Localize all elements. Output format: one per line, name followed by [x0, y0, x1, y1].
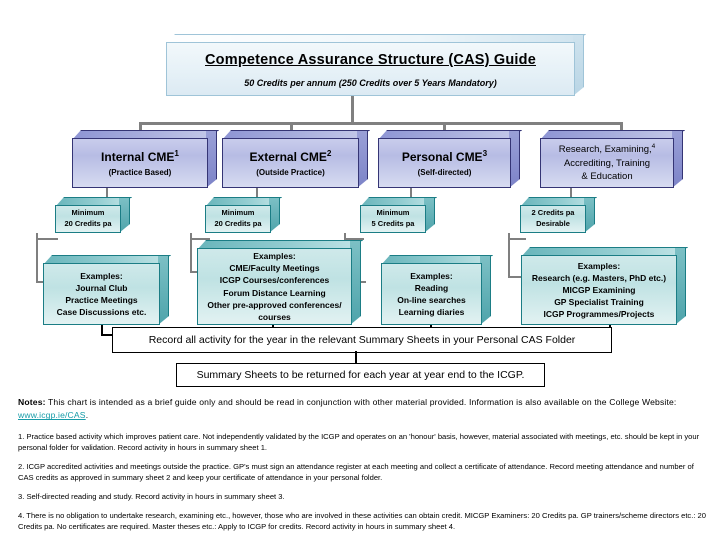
category-box-front-face [222, 138, 359, 188]
category-box-front-face [72, 138, 208, 188]
examples-box-col1 [43, 255, 169, 325]
minimum-box-front-face [360, 205, 426, 233]
category-title-research: Research, Examining,$^4$ Accrediting, Training & Education [558, 142, 656, 183]
minimum-box-col4 [520, 197, 595, 233]
category-title-personal-cme: Personal CME$^3$ [401, 149, 488, 164]
note-item-4: 4. There is no obligation to undertake research, examining etc., however, those who are involved in these activities can obtain credit. MICGP Examiners: 20 Credits pa. GP trainers/scheme directors etc.: 20 Credits pa. No certificates are required. Master theses etc.: Apply to ICGP for credits. Record activity in hours in summary sheet 4. [18, 510, 707, 531]
examples-text-col3: Examples: Reading On-line searches Learning diaries [397, 270, 466, 318]
footnote-marker-4: 4 [651, 142, 656, 150]
connector-ex-top-h-col1 [36, 238, 58, 240]
category-box-internal-cme [72, 130, 217, 188]
minimum-box-col2 [205, 197, 280, 233]
category-box-personal-cme [378, 130, 520, 188]
minimum-text-col3: Minimum 5 Credits pa [371, 208, 415, 228]
page-title: Competence Assurance Structure (CAS) Guide [205, 52, 536, 68]
minimum-box-col1 [55, 197, 130, 233]
minimum-box-col3 [360, 197, 435, 233]
footnote-marker-1: 1 [174, 149, 179, 158]
examples-box-col4 [521, 247, 686, 325]
category-subtitle-personal-cme: (Self-directed) [417, 167, 472, 177]
connector-ex-v-col1 [36, 233, 38, 283]
note-item-3: 3. Self-directed reading and study. Record activity in hours in summary sheet 3. [18, 491, 285, 501]
examples-text-col4: Examples: Research (e.g. Masters, PhD etc.) MICGP Examining GP Specialist Training ICGP Programmes/Projects [531, 260, 667, 320]
category-box-external-cme [222, 130, 368, 188]
minimum-text-col1: Minimum 20 Credits pa [64, 208, 112, 228]
return-summary-text: Summary Sheets to be returned for each year at year end to the ICGP. [196, 369, 525, 381]
notes-heading-text-1: This chart is intended as a brief guide only and should be read in conjunction with other material provided. Information is also available on the College Website: [45, 397, 677, 407]
title-banner-front-face [166, 42, 575, 96]
examples-box-front-face [197, 248, 352, 325]
notes-heading [18, 396, 708, 423]
notes-heading-text-2: . [85, 410, 89, 421]
minimum-box-front-face [55, 205, 121, 233]
connector-level1-bus [139, 122, 623, 125]
minimum-box-front-face [520, 205, 586, 233]
title-banner [166, 34, 584, 96]
note-item-1: 1. Practice based activity which improves patient care. Not independently validated by the ICGP and operates on an 'honour' basis, however, material associated with meetings, etc. should be kept in your personal folder for validation. Record activity in hours in summary sheet 1. [18, 431, 700, 452]
examples-box-col2 [197, 240, 361, 325]
category-subtitle-internal-cme: (Practice Based) [108, 167, 172, 177]
college-website-link[interactable]: www.icgp.ie/CAS [18, 410, 86, 421]
category-box-front-face [378, 138, 511, 188]
notes-section [18, 396, 708, 532]
connector-title-trunk [351, 96, 354, 125]
category-title-external-cme: External CME$^2$ [249, 149, 332, 164]
page-subtitle: 50 Credits per annum (250 Credits over 5 Years Mandatory) [244, 77, 497, 88]
examples-text-col2: Examples: CME/Faculty Meetings ICGP Courses/conferences Forum Distance Learning Other pre-approved conferences/ courses [207, 251, 342, 322]
examples-box-front-face [43, 263, 160, 325]
category-subtitle-external-cme: (Outside Practice) [256, 167, 325, 177]
minimum-text-col4: 2 Credits pa Desirable [531, 208, 575, 228]
footnote-marker-3: 3 [482, 149, 488, 158]
record-activity-text: Record all activity for the year in the relevant Summary Sheets in your Personal CAS Folder [148, 334, 576, 346]
examples-box-front-face [521, 255, 677, 325]
footnote-marker-2: 2 [326, 149, 332, 158]
notes-label: Notes: [18, 397, 46, 407]
category-title-internal-cme: Internal CME$^1$ [101, 149, 179, 164]
examples-box-col3 [381, 255, 491, 325]
record-activity-box [112, 327, 612, 353]
minimum-text-col2: Minimum 20 Credits pa [214, 208, 262, 228]
examples-box-front-face [381, 263, 482, 325]
minimum-box-front-face [205, 205, 271, 233]
connector-ex-top-h-col4 [508, 238, 526, 240]
category-box-front-face [540, 138, 674, 188]
examples-text-col1: Examples: Journal Club Practice Meetings Case Discussions etc. [56, 270, 147, 318]
category-box-research [540, 130, 683, 188]
return-summary-box [176, 363, 545, 387]
note-item-2: 2. ICGP accredited activities and meetings outside the practice. GP's must sign an attendance register at each meeting and collect a certificate of attendance. Record meeting attendance and number of CAS credits as approved in summary sheet 2 and keep your certificate of attendance in your personal folder. [18, 461, 694, 482]
